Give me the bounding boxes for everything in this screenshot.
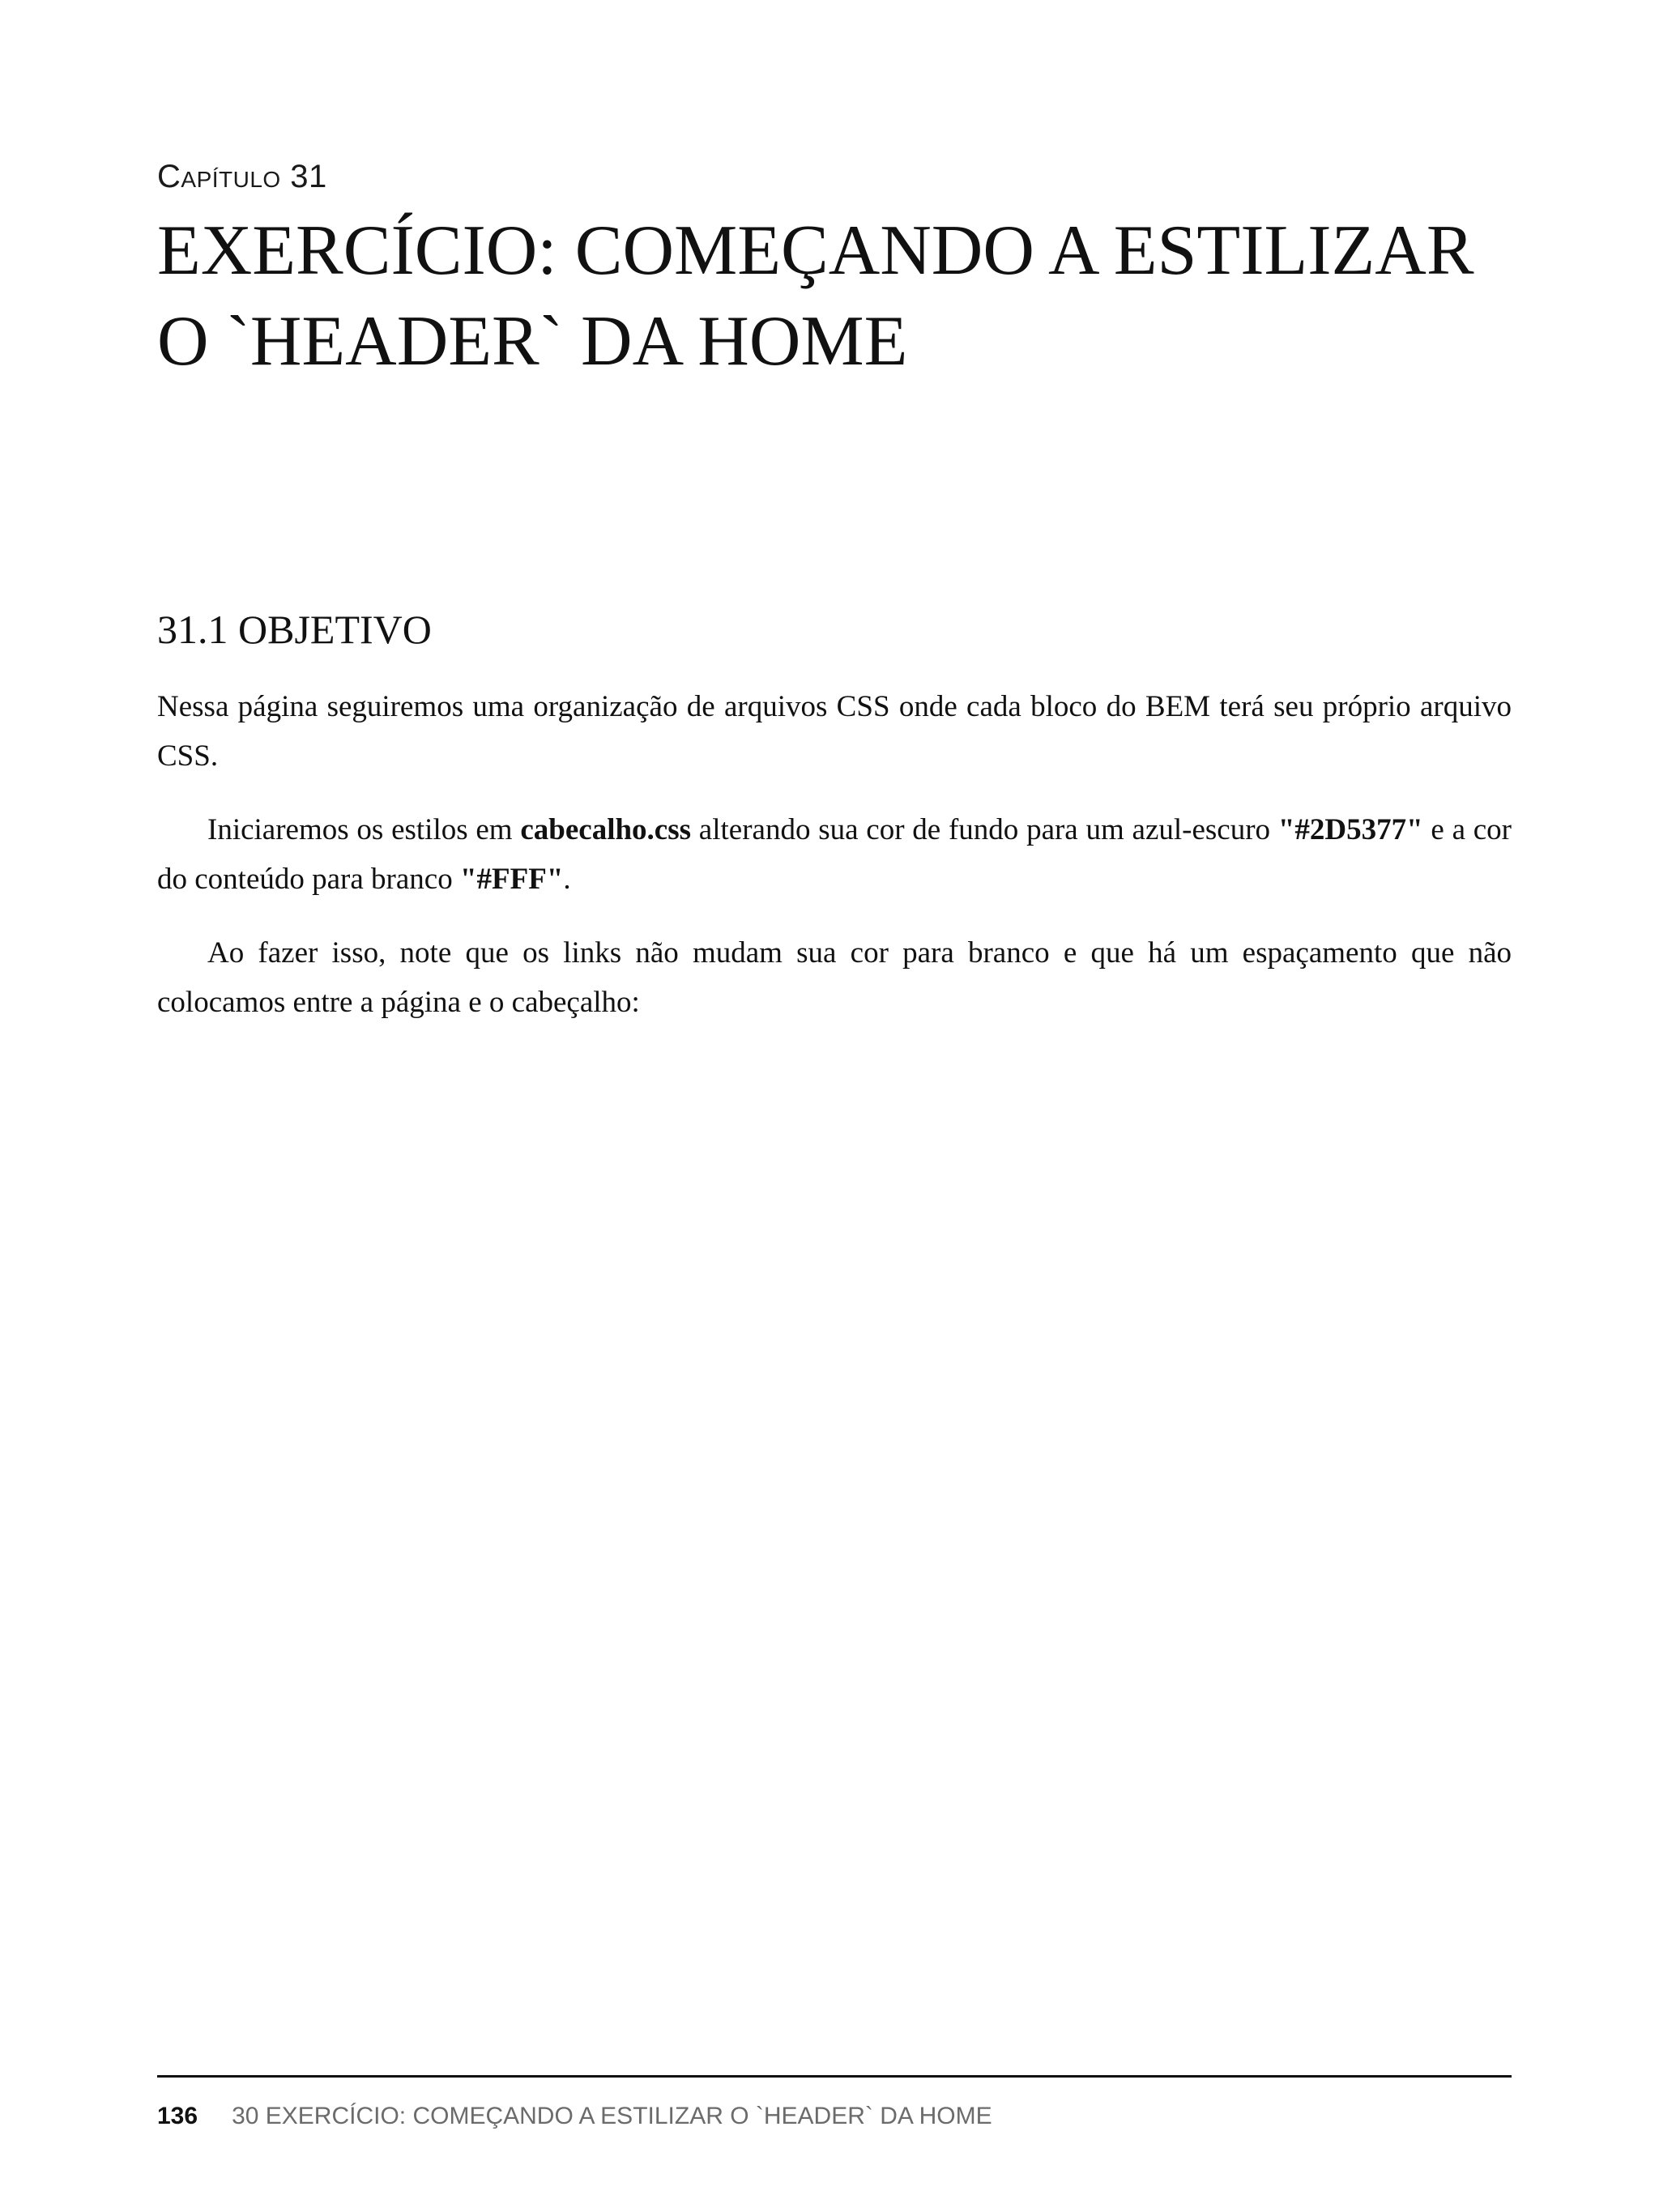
page-number: 136 [157, 2103, 198, 2129]
section-title: 31.1 OBJETIVO [157, 607, 432, 652]
chapter-title-line-1: EXERCÍCIO: COMEÇANDO A ESTILIZAR [157, 211, 1474, 290]
paragraph-3: Ao fazer isso, note que os links não mudam sua cor para branco e que há um espaçamento que não colocamos entre a página e o cabeçalho: [157, 936, 1512, 1019]
paragraph-2 [157, 805, 1512, 904]
chapter-title-line-2: O `HEADER` DA HOME [157, 302, 908, 381]
footer-divider [157, 2075, 1512, 2078]
paragraph-2-text-4: . [563, 863, 571, 896]
chapter-label: Capítulo 31 [157, 159, 327, 194]
paragraph-2-text-1: Iniciaremos os estilos em [207, 813, 521, 846]
paragraph-1: Nessa página seguiremos uma organização de arquivos CSS onde cada bloco do BEM terá seu próprio arquivo CSS. [157, 690, 1512, 773]
filename-cabecalho-css: cabecalho.css [520, 813, 692, 846]
running-title: 30 EXERCÍCIO: COMEÇANDO A ESTILIZAR O `HEADER` DA HOME [232, 2103, 992, 2129]
page-footer [157, 2103, 992, 2130]
color-code-dark-blue: "#2D5377" [1277, 813, 1423, 846]
color-code-white: "#FFF" [459, 863, 564, 896]
chapter-title [157, 206, 1534, 387]
paragraph-2-text-3: e a cor do conteúdo para branco [157, 813, 1512, 896]
paragraph-2-text-2: alterando sua cor de fundo para um azul-escuro [691, 813, 1278, 846]
